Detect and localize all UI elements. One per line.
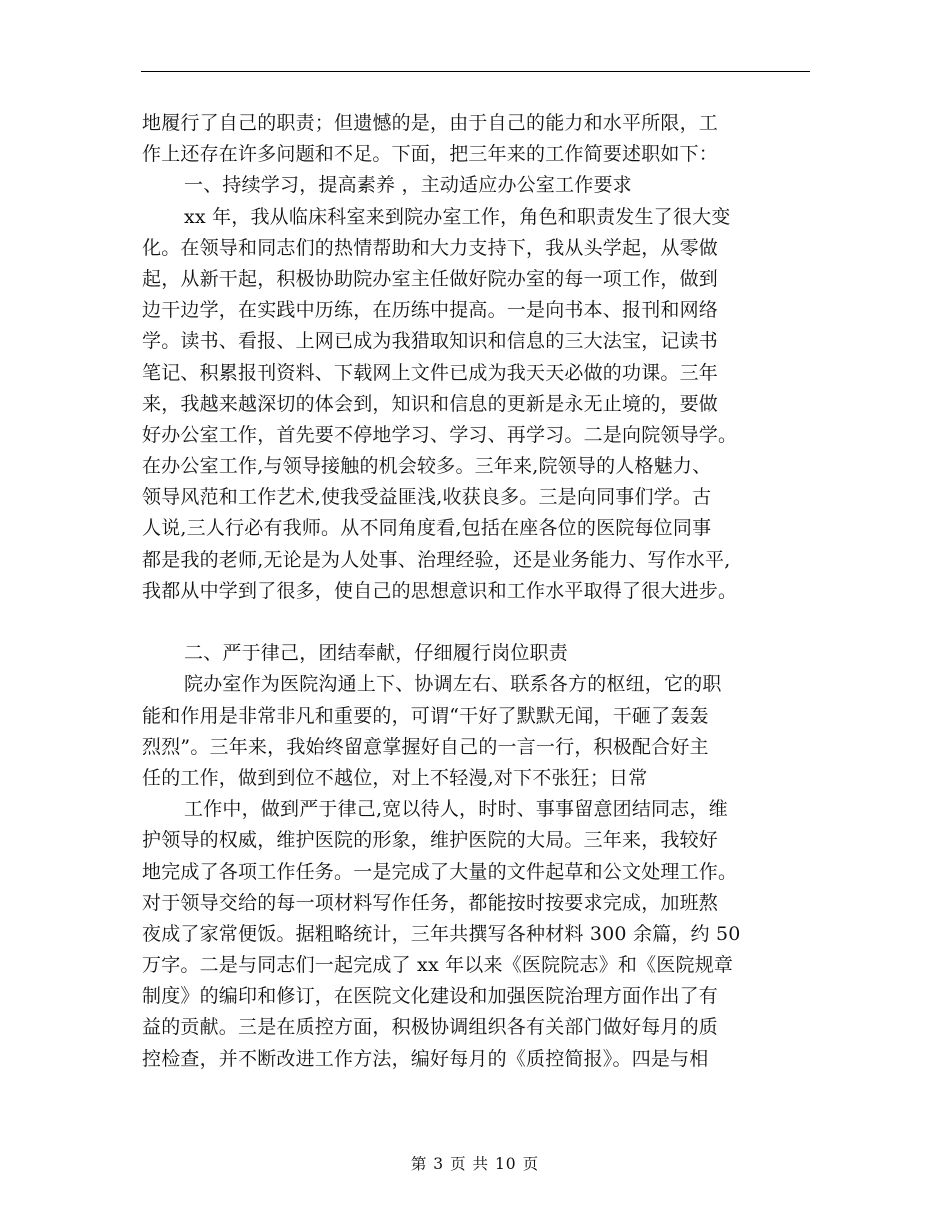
text-line: 学。读书、看报、上网已成为我猎取知识和信息的三大法宝，记读书: [142, 330, 719, 353]
text-line: 好办公室工作，首先要不停地学习、学习、再学习。二是向院领导学。: [142, 423, 738, 446]
text-line: 益的贡献。三是在质控方面，积极协调组织各有关部门做好每月的质: [142, 1016, 719, 1039]
text-line: 作上还存在许多问题和不足。下面，把三年来的工作简要述职如下：: [142, 143, 719, 166]
text-line: 笔记、积累报刊资料、下载网上文件已成为我天天必做的功课。三年: [142, 361, 719, 384]
text-line: 来，我越来越深切的体会到，知识和信息的更新是永无止境的，要做: [142, 392, 719, 415]
text-line: 夜成了家常便饭。据粗略统计，三年共撰写各种材料 300 余篇，约 50: [142, 922, 741, 945]
section-heading: 二、严于律己，团结奉献，仔细履行岗位职责: [184, 642, 569, 665]
text-line: 万字。二是与同志们一起完成了 xx 年以来《医院院志》和《医院规章: [142, 954, 734, 977]
text-line: 都是我的老师,无论是为人处事、治理经验，还是业务能力、写作水平,: [142, 548, 731, 571]
page-number-footer: 第 3 页 共 10 页: [410, 1155, 540, 1173]
text-line: 领导风范和工作艺术,使我受益匪浅,收获良多。三是向同事们学。古: [142, 486, 712, 509]
text-line: 院办室作为医院沟通上下、协调左右、联系各方的枢纽，它的职: [184, 673, 722, 696]
text-line: 地完成了各项工作任务。一是完成了大量的文件起草和公文处理工作。: [142, 860, 738, 883]
text-line: 边干边学，在实践中历练，在历练中提高。一是向书本、报刊和网络: [142, 299, 719, 322]
text-line: 制度》的编印和修订，在医院文化建设和加强医院治理方面作出了有: [142, 985, 719, 1008]
document-body: [142, 108, 822, 1075]
text-line: 烈烈”。三年来，我始终留意掌握好自己的一言一行，积极配合好主: [142, 735, 709, 758]
text-line: 人说,三人行必有我师。从不同角度看,包括在座各位的医院每位同事: [142, 517, 712, 540]
text-line: 对于领导交给的每一项材料写作任务，都能按时按要求完成，加班熬: [142, 891, 719, 914]
text-line: 护领导的权威，维护医院的形象，维护医院的大局。三年来，我较好: [142, 829, 719, 852]
text-line: 任的工作，做到到位不越位，对上不轻漫,对下不张狂；日常: [142, 766, 648, 789]
text-line: 工作中，做到严于律己,宽以待人，时时、事事留意团结同志，维: [184, 798, 728, 821]
text-line: 化。在领导和同志们的热情帮助和大力支持下，我从头学起，从零做: [142, 236, 719, 259]
paragraph-gap: [142, 607, 822, 638]
text-line: 地履行了自己的职责；但遗憾的是，由于自己的能力和水平所限，工: [142, 112, 719, 134]
section-heading: 一、持续学习，提高素养 ，主动适应办公室工作要求: [184, 174, 632, 197]
text-line: 控检查，并不断改进工作方法，编好每月的《质控简报》。四是与相: [142, 1047, 709, 1070]
text-line: xx 年，我从临床科室来到院办室工作，角色和职责发生了很大变: [184, 205, 731, 228]
text-line: 我都从中学到了很多，使自己的思想意识和工作水平取得了很大进步。: [142, 579, 738, 602]
header-rule: [141, 71, 810, 72]
text-line: 在办公室工作,与领导接触的机会较多。三年来,院领导的人格魅力、: [142, 455, 712, 478]
text-line: 能和作用是非常非凡和重要的，可谓“干好了默默无闻，干砸了轰轰: [142, 704, 709, 727]
text-line: 起，从新干起，积极协助院办室主任做好院办室的每一项工作，做到: [142, 267, 719, 290]
